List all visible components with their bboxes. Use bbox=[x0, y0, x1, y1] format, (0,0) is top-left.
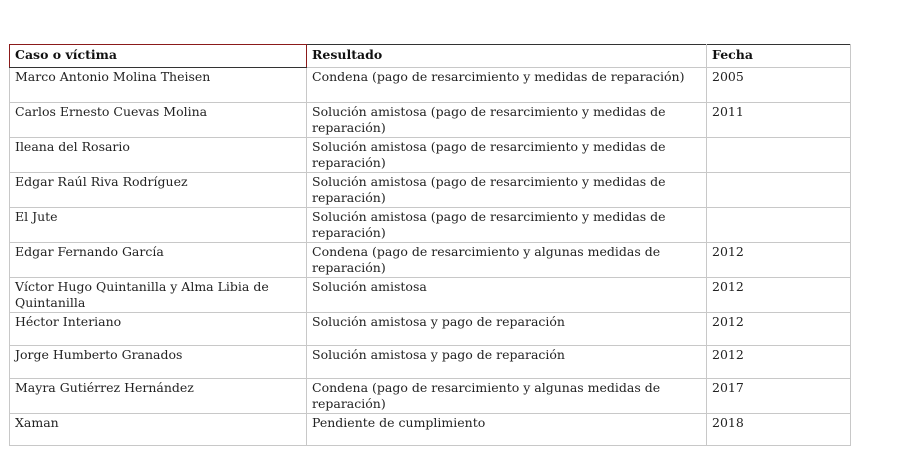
cell-fecha: 2005 bbox=[707, 68, 851, 103]
cell-fecha: 2011 bbox=[707, 103, 851, 138]
column-header-resultado: Resultado bbox=[307, 45, 707, 68]
cell-resultado: Condena (pago de resarcimiento y algunas medidas de reparación) bbox=[307, 379, 707, 414]
cell-fecha: 2018 bbox=[707, 414, 851, 446]
table-row bbox=[10, 313, 851, 346]
cell-caso: Jorge Humberto Granados bbox=[10, 346, 307, 379]
cell-caso: Mayra Gutiérrez Hernández bbox=[10, 379, 307, 414]
cell-caso: Carlos Ernesto Cuevas Molina bbox=[10, 103, 307, 138]
cell-resultado: Condena (pago de resarcimiento y medidas de reparación) bbox=[307, 68, 707, 103]
cell-resultado: Pendiente de cumplimiento bbox=[307, 414, 707, 446]
cell-caso: Héctor Interiano bbox=[10, 313, 307, 346]
cell-caso: Edgar Raúl Riva Rodríguez bbox=[10, 173, 307, 208]
table-row bbox=[10, 278, 851, 313]
table-row bbox=[10, 243, 851, 278]
cell-caso: Xaman bbox=[10, 414, 307, 446]
cell-caso: Ileana del Rosario bbox=[10, 138, 307, 173]
table-row bbox=[10, 138, 851, 173]
cell-fecha bbox=[707, 173, 851, 208]
cases-table bbox=[9, 44, 851, 446]
table-header-row bbox=[10, 45, 851, 68]
table-row bbox=[10, 414, 851, 446]
cell-resultado: Solución amistosa bbox=[307, 278, 707, 313]
table-row bbox=[10, 103, 851, 138]
table-row bbox=[10, 173, 851, 208]
cell-resultado: Solución amistosa (pago de resarcimiento y medidas de reparación) bbox=[307, 208, 707, 243]
cell-caso: Víctor Hugo Quintanilla y Alma Libia de Quintanilla bbox=[10, 278, 307, 313]
cell-fecha: 2012 bbox=[707, 278, 851, 313]
cell-caso: Edgar Fernando García bbox=[10, 243, 307, 278]
table-row bbox=[10, 208, 851, 243]
table-row bbox=[10, 379, 851, 414]
column-header-caso: Caso o víctima bbox=[10, 45, 307, 68]
cell-fecha bbox=[707, 138, 851, 173]
cell-caso: El Jute bbox=[10, 208, 307, 243]
table-row bbox=[10, 346, 851, 379]
cell-fecha: 2012 bbox=[707, 313, 851, 346]
cell-resultado: Solución amistosa y pago de reparación bbox=[307, 346, 707, 379]
table-row bbox=[10, 68, 851, 103]
cell-fecha bbox=[707, 208, 851, 243]
cell-resultado: Solución amistosa (pago de resarcimiento y medidas de reparación) bbox=[307, 103, 707, 138]
cell-fecha: 2017 bbox=[707, 379, 851, 414]
cell-resultado: Solución amistosa (pago de resarcimiento y medidas de reparación) bbox=[307, 138, 707, 173]
column-header-fecha: Fecha bbox=[707, 45, 851, 68]
cell-resultado: Solución amistosa y pago de reparación bbox=[307, 313, 707, 346]
cell-resultado: Condena (pago de resarcimiento y algunas medidas de reparación) bbox=[307, 243, 707, 278]
cell-fecha: 2012 bbox=[707, 346, 851, 379]
cell-resultado: Solución amistosa (pago de resarcimiento y medidas de reparación) bbox=[307, 173, 707, 208]
cell-caso: Marco Antonio Molina Theisen bbox=[10, 68, 307, 103]
cell-fecha: 2012 bbox=[707, 243, 851, 278]
